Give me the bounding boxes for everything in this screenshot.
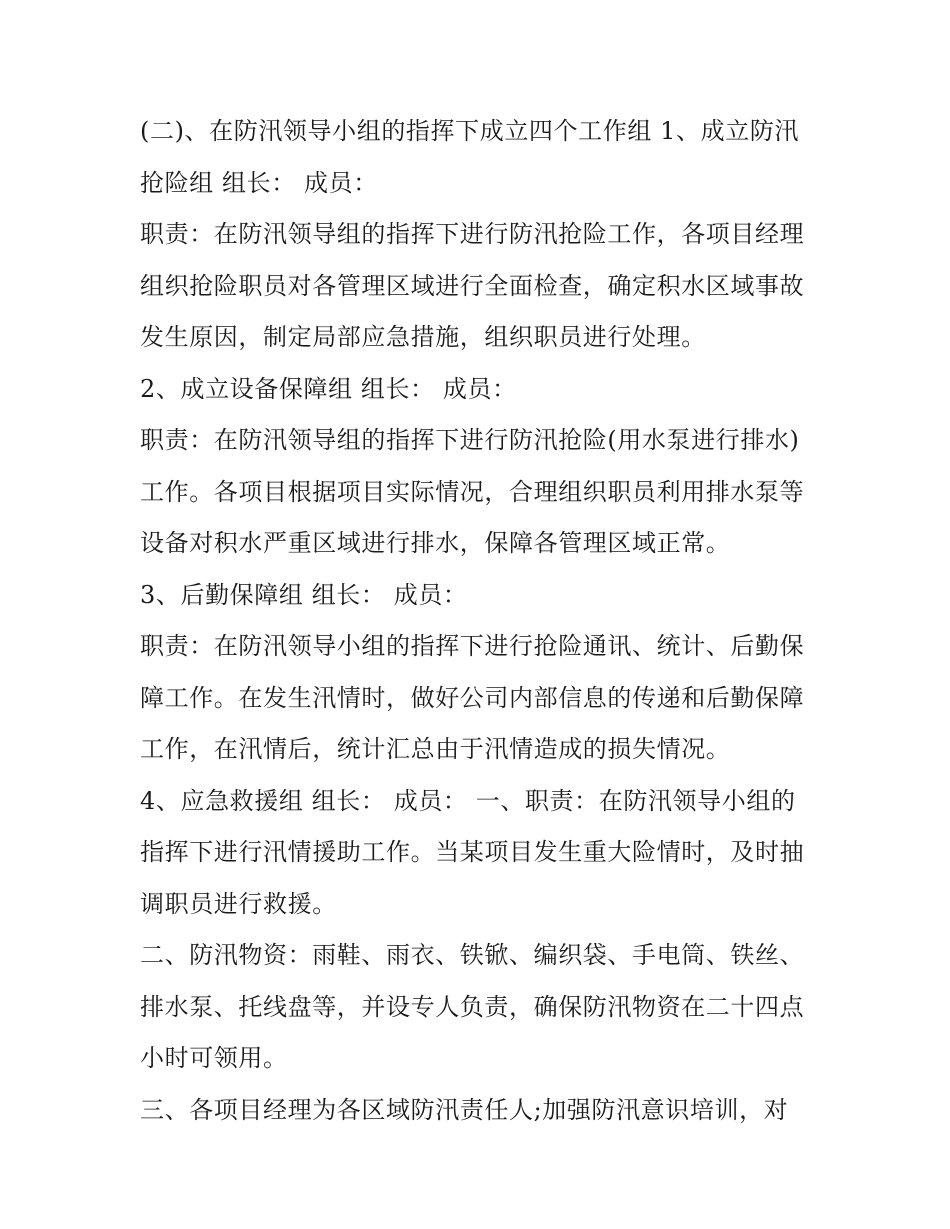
document-body	[140, 106, 820, 1136]
paragraph-logistics-group: 3、后勤保障组 组长： 成员：	[140, 580, 468, 609]
paragraph-emergency-group: 4、应急救援组 组长： 成员： 一、职责：在防汛领导小组的指挥下进行汛情援助工作。当某项目发生重大险情时，及时抽调职员进行救援。	[140, 786, 805, 918]
paragraph-project-managers: 三、各项目经理为各区域防汛责任人;加强防汛意识培训，对	[140, 1095, 789, 1124]
paragraph-flood-supplies: 二、防汛物资：雨鞋、雨衣、铁锨、编织袋、手电筒、铁丝、排水泵、托线盘等，并设专人负责，确保防汛物资在二十四点小时可领用。	[140, 941, 805, 1072]
paragraph-equipment-group: 2、成立设备保障组 组长： 成员：	[140, 374, 517, 403]
paragraph-work-groups-intro: (二)、在防汛领导小组的指挥下成立四个工作组 1、成立防汛抢险组 组长： 成员：	[140, 117, 800, 197]
paragraph-equipment-group-duties: 职责：在防汛领导组的指挥下进行防汛抢险(用水泵进行排水)工作。各项目根据项目实际情况，合理组织职员利用排水泵等设备对积水严重区域进行排水，保障各管理区域正常。	[140, 426, 805, 557]
paragraph-rescue-group-duties: 职责：在防汛领导组的指挥下进行防汛抢险工作，各项目经理组织抢险职员对各管理区域进行全面检查，确定积水区域事故发生原因，制定局部应急措施，组织职员进行处理。	[140, 220, 805, 351]
paragraph-logistics-group-duties: 职责：在防汛领导小组的指挥下进行抢险通讯、统计、后勤保障工作。在发生汛情时，做好公司内部信息的传递和后勤保障工作，在汛情后，统计汇总由于汛情造成的损失情况。	[140, 632, 805, 763]
